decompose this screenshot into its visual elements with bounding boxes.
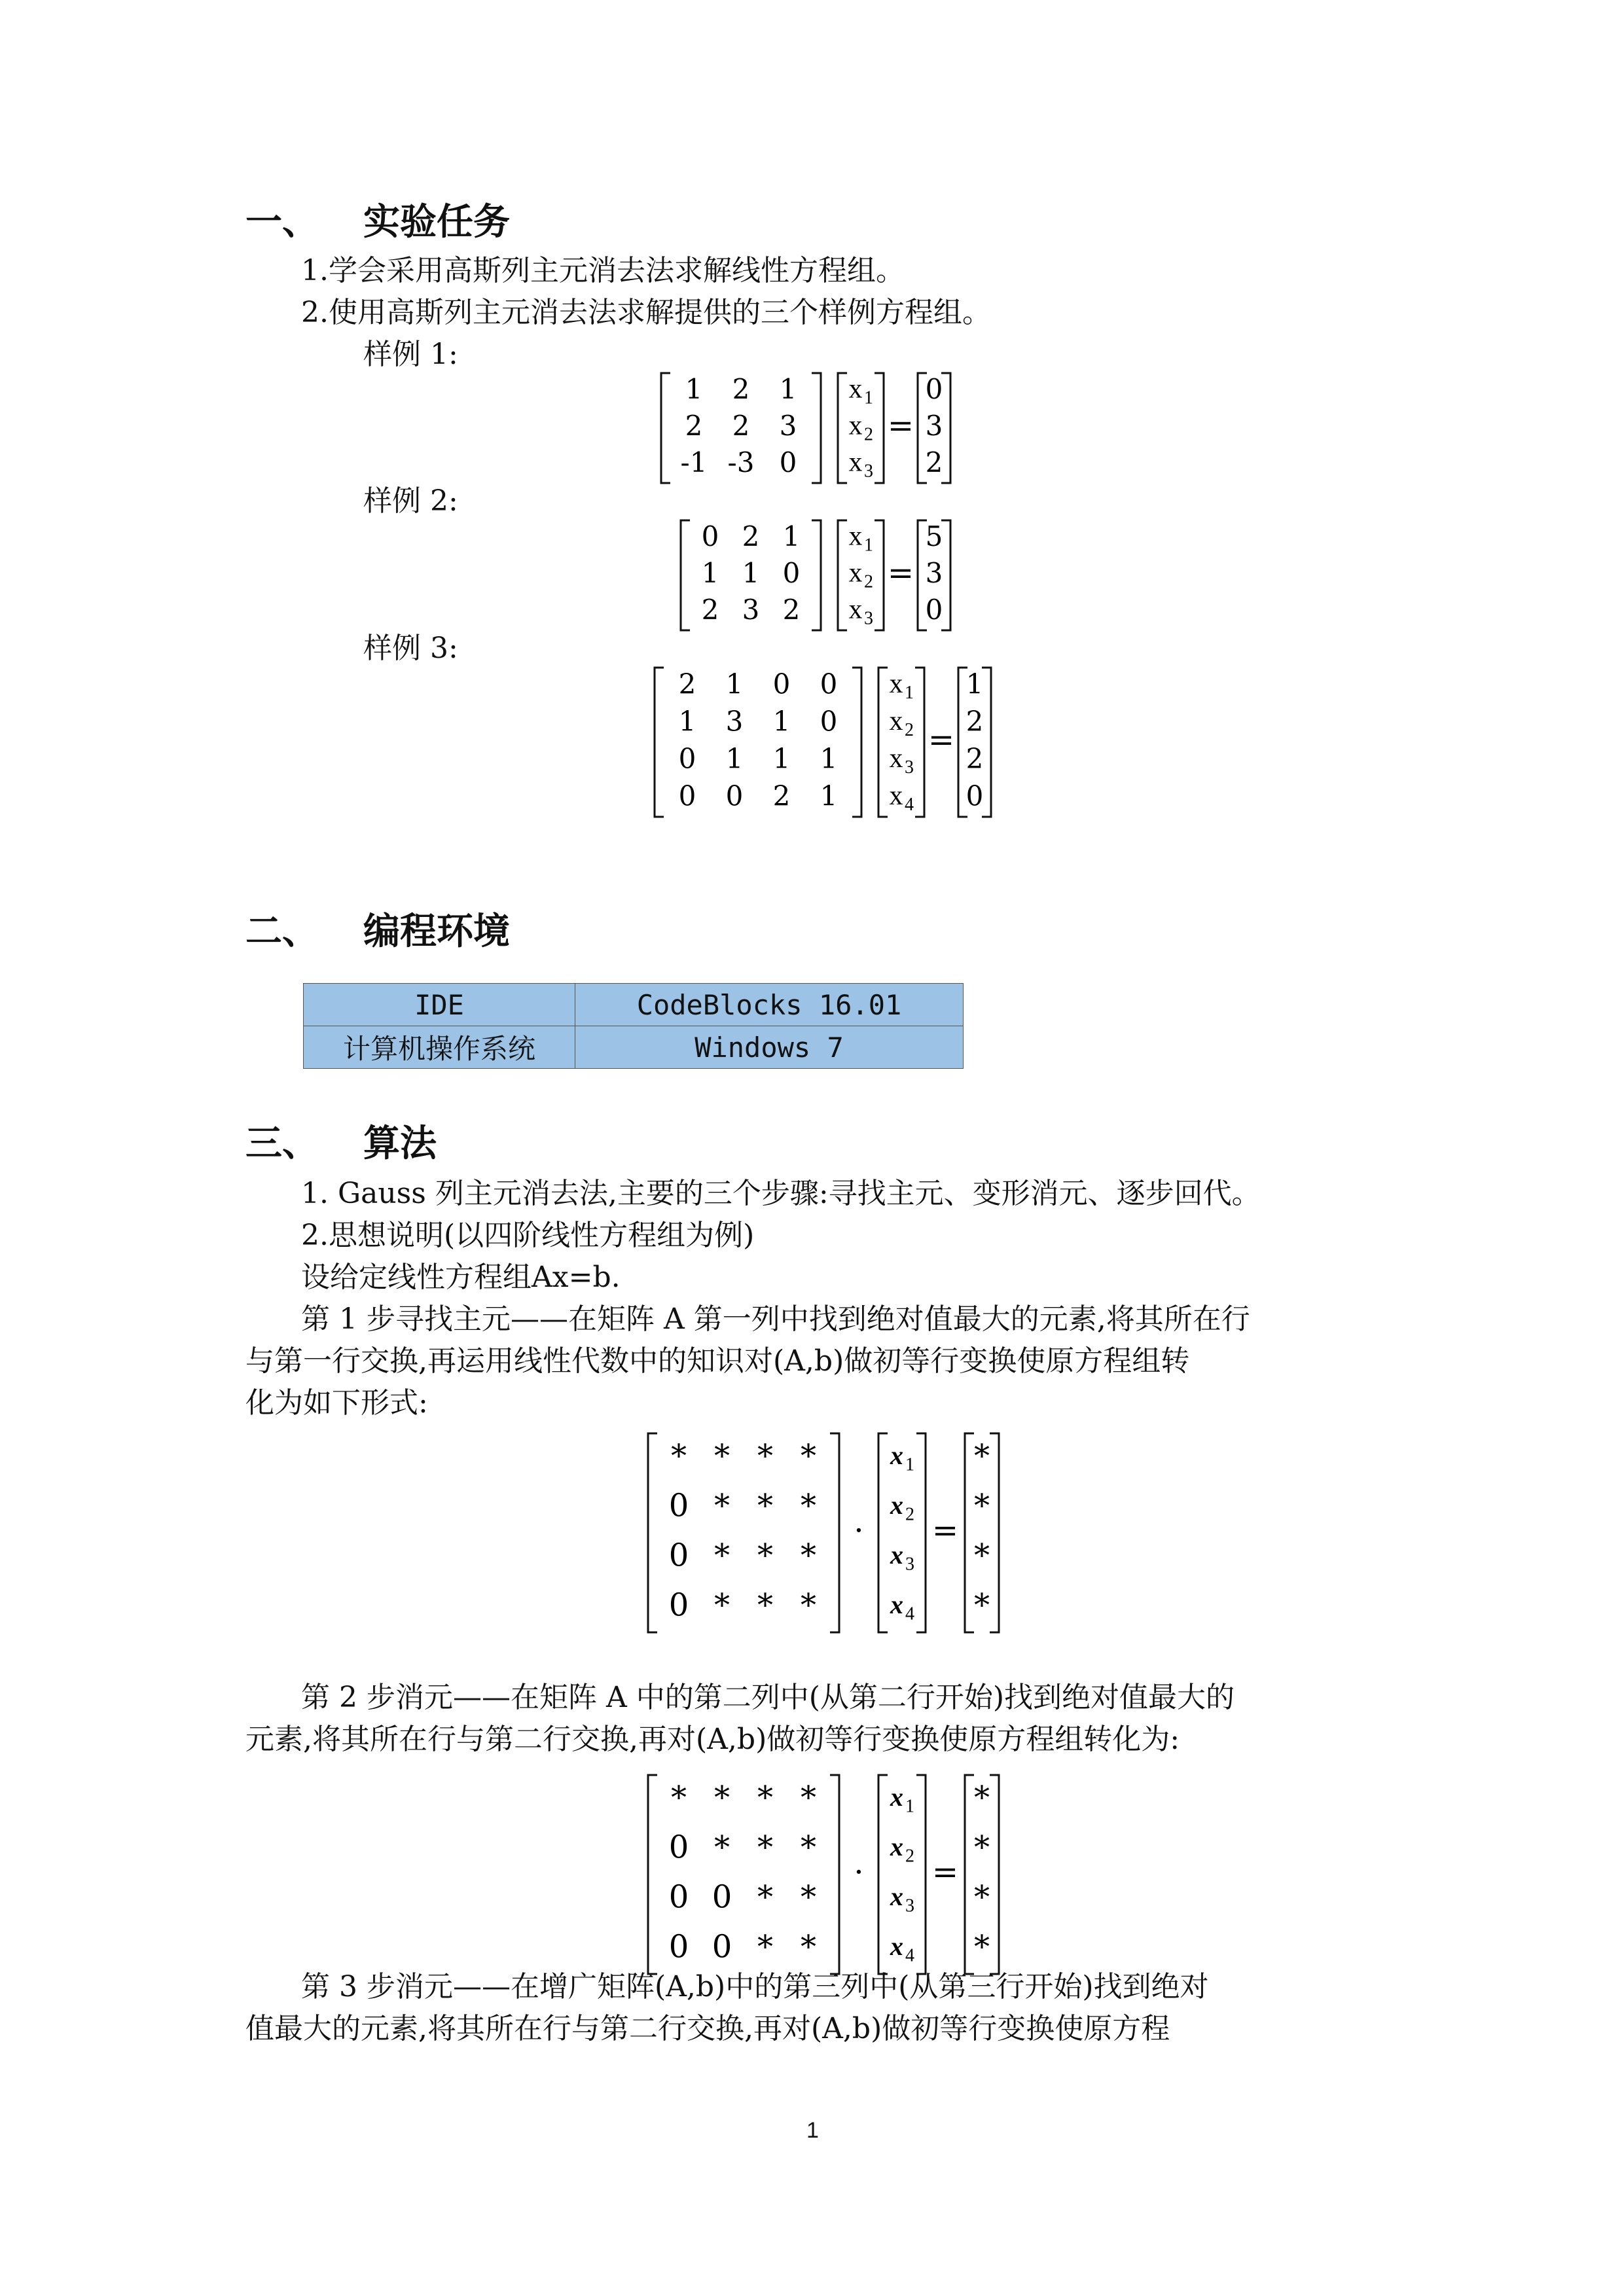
vector-entry: *	[974, 1779, 990, 1816]
matrix-cell: 0	[668, 1587, 689, 1624]
vector-entry: x	[848, 447, 863, 478]
matrix-cell: *	[801, 1928, 816, 1965]
vector-entry: x	[889, 781, 903, 812]
matrix-cell: 1	[772, 705, 791, 738]
step-1-text: 第 1 步寻找主元——在矩阵 A 第一列中找到绝对值最大的元素,将其所在行	[301, 1302, 1250, 1336]
environment-table	[303, 983, 964, 1069]
vector-entry: x	[848, 410, 863, 441]
vector-entry: x	[890, 1832, 903, 1862]
matrix-cell: 3	[742, 594, 760, 626]
vector-entry: x	[890, 1782, 903, 1812]
left-bracket	[648, 1775, 657, 1974]
section-title: 实验任务	[363, 201, 510, 243]
matrix-cell: 0	[701, 520, 719, 552]
vector-subscript: 1	[905, 682, 914, 703]
step-3-text: 值最大的元素,将其所在行与第二行交换,再对(A,b)做初等行变换使原方程	[245, 2012, 1170, 2045]
matrix-cell: *	[714, 1587, 730, 1624]
vector-entry: 0	[965, 780, 984, 812]
matrix-cell: 1	[820, 780, 838, 812]
matrix-cell: 0	[668, 1829, 689, 1866]
matrix-cell: *	[757, 1878, 773, 1916]
vector-entry: x	[848, 374, 863, 404]
matrix-cell: *	[714, 1829, 730, 1866]
left-bracket	[838, 520, 847, 630]
matrix-equation-svg	[648, 1775, 1001, 1977]
vector-subscript: 3	[905, 1895, 914, 1916]
matrix-cell: 0	[668, 1487, 689, 1524]
section-heading-1	[245, 203, 835, 242]
matrix-cell: 3	[779, 410, 797, 442]
vector-subscript: 2	[905, 719, 914, 740]
example-1-label: 样例 1:	[363, 338, 458, 371]
dot-operator: ·	[854, 1512, 864, 1549]
step-1-text: 与第一行交换,再运用线性代数中的知识对(A,b)做初等行变换使原方程组转	[245, 1344, 1190, 1378]
equals-sign: =	[931, 1854, 959, 1891]
matrix-cell: *	[714, 1779, 730, 1816]
left-bracket	[878, 1433, 888, 1632]
left-bracket	[681, 520, 690, 630]
matrix-cell: 1	[742, 557, 760, 589]
matrix-cell: 1	[678, 705, 696, 738]
equals-sign: =	[887, 554, 914, 592]
matrix-cell: 2	[732, 373, 750, 405]
matrix-cell: 2	[678, 668, 696, 700]
matrix-cell: *	[757, 1437, 773, 1475]
matrix-cell: *	[757, 1829, 773, 1866]
table-row	[304, 984, 964, 1026]
vector-entry: x	[848, 558, 863, 588]
vector-subscript: 1	[905, 1796, 914, 1817]
table-row	[304, 1026, 964, 1069]
matrix-cell: 2	[685, 410, 703, 442]
right-bracket	[812, 520, 821, 630]
matrix-cell: 0	[820, 705, 838, 738]
matrix-cell: *	[757, 1537, 773, 1574]
right-bracket	[915, 668, 924, 817]
vector-entry: x	[890, 1441, 903, 1471]
vector-subscript: 2	[864, 571, 873, 592]
left-bracket	[878, 1775, 888, 1974]
vector-entry: 0	[925, 373, 943, 405]
vector-subscript: 2	[905, 1846, 914, 1867]
vector-subscript: 1	[864, 535, 873, 556]
vector-entry: x	[889, 669, 903, 700]
vector-entry: x	[848, 594, 863, 625]
matrix-cell: 2	[701, 594, 719, 626]
vector-subscript: 2	[905, 1504, 914, 1525]
matrix-cell: *	[714, 1487, 730, 1524]
vector-entry: *	[974, 1928, 990, 1965]
right-bracket	[875, 373, 884, 483]
pattern-equation-1	[648, 1433, 1001, 1638]
matrix-cell: 1	[685, 373, 703, 405]
matrix-cell: 0	[820, 668, 838, 700]
vector-entry: *	[974, 1878, 990, 1916]
table-cell-value: Windows 7	[575, 1026, 964, 1069]
equals-sign: =	[887, 407, 914, 444]
example-3-label: 样例 3:	[363, 632, 458, 665]
right-bracket	[875, 520, 884, 630]
matrix-cell: 0	[725, 780, 744, 812]
equals-sign: =	[931, 1512, 959, 1549]
vector-subscript: 1	[905, 1454, 914, 1475]
matrix-cell: 2	[742, 520, 760, 552]
matrix-cell: 0	[678, 742, 696, 775]
matrix-cell: 0	[668, 1928, 689, 1965]
algorithm-line-2: 2.思想说明(以四阶线性方程组为例)	[301, 1219, 755, 1252]
vector-subscript: 3	[864, 461, 873, 482]
vector-entry: 3	[925, 410, 943, 442]
matrix-cell: 0	[779, 446, 797, 478]
table-cell-label: 计算机操作系统	[304, 1026, 575, 1069]
section-title: 编程环境	[363, 910, 510, 953]
matrix-equation-svg	[648, 1433, 1001, 1635]
vector-entry: *	[974, 1537, 990, 1574]
equals-sign: =	[928, 721, 955, 759]
matrix-cell: 0	[782, 557, 801, 589]
vector-entry: 5	[925, 520, 943, 552]
vector-entry: 3	[925, 557, 943, 589]
step-1-text: 化为如下形式:	[245, 1386, 428, 1420]
matrix-cell: *	[801, 1587, 816, 1624]
vector-subscript: 4	[905, 1945, 914, 1966]
matrix-equation-svg	[681, 520, 953, 633]
vector-entry: *	[974, 1587, 990, 1624]
example-2-equation	[681, 520, 953, 636]
left-bracket	[648, 1433, 657, 1632]
section-number: 二、	[245, 910, 319, 953]
left-bracket	[655, 668, 664, 817]
section-heading-2	[245, 912, 835, 952]
matrix-equation-svg	[661, 373, 953, 486]
pattern-equation-2	[648, 1775, 1001, 1979]
matrix-cell: 1	[820, 742, 838, 775]
vector-entry: *	[974, 1487, 990, 1524]
right-bracket	[830, 1433, 839, 1632]
matrix-cell: 1	[782, 520, 801, 552]
vector-entry: x	[890, 1882, 903, 1912]
right-bracket	[990, 1433, 999, 1632]
vector-subscript: 4	[905, 794, 914, 815]
vector-subscript: 3	[905, 1554, 914, 1575]
matrix-cell: *	[757, 1487, 773, 1524]
matrix-cell: *	[671, 1779, 687, 1816]
right-bracket	[916, 1433, 926, 1632]
left-bracket	[878, 668, 888, 817]
left-bracket	[965, 1775, 974, 1974]
section-number: 三、	[245, 1122, 319, 1165]
left-bracket	[661, 373, 670, 483]
matrix-cell: 1	[701, 557, 719, 589]
matrix-equation-svg	[655, 668, 994, 819]
vector-entry: x	[889, 706, 903, 737]
vector-entry: 2	[965, 705, 984, 738]
step-2-text: 元素,将其所在行与第二行交换,再对(A,b)做初等行变换使原方程组转化为:	[245, 1723, 1180, 1756]
matrix-cell: 0	[712, 1878, 732, 1916]
right-bracket	[830, 1775, 839, 1974]
vector-entry: x	[890, 1540, 903, 1570]
matrix-cell: *	[801, 1437, 816, 1475]
algorithm-line-1: 1. Gauss 列主元消去法,主要的三个步骤:寻找主元、变形消元、逐步回代。	[301, 1177, 1261, 1210]
vector-entry: x	[890, 1590, 903, 1620]
matrix-cell: *	[671, 1437, 687, 1475]
matrix-cell: *	[801, 1487, 816, 1524]
matrix-cell: 1	[772, 742, 791, 775]
right-bracket	[852, 668, 861, 817]
vector-entry: x	[848, 521, 863, 552]
vector-entry: 1	[965, 668, 984, 700]
matrix-cell: *	[714, 1437, 730, 1475]
matrix-cell: *	[801, 1537, 816, 1574]
vector-entry: 2	[965, 742, 984, 775]
left-bracket	[965, 1433, 974, 1632]
matrix-cell: *	[714, 1537, 730, 1574]
matrix-cell: 2	[772, 780, 791, 812]
right-bracket	[990, 1775, 999, 1974]
matrix-cell: 0	[668, 1537, 689, 1574]
vector-subscript: 4	[905, 1604, 914, 1624]
matrix-cell: 0	[668, 1878, 689, 1916]
right-bracket	[916, 1775, 926, 1974]
matrix-cell: 3	[725, 705, 744, 738]
table-cell-value: CodeBlocks 16.01	[575, 984, 964, 1026]
algorithm-line-3: 设给定线性方程组Ax=b.	[301, 1261, 621, 1294]
section-title: 算法	[363, 1122, 437, 1165]
matrix-cell: 1	[725, 742, 744, 775]
vector-entry: x	[890, 1490, 903, 1520]
vector-entry: *	[974, 1829, 990, 1866]
matrix-cell: 0	[712, 1928, 732, 1965]
matrix-cell: *	[757, 1928, 773, 1965]
example-2-label: 样例 2:	[363, 484, 458, 518]
example-3-equation	[655, 668, 994, 822]
matrix-cell: *	[801, 1878, 816, 1916]
task-item-2: 2.使用高斯列主元消去法求解提供的三个样例方程组。	[301, 296, 991, 329]
vector-entry: x	[889, 744, 903, 774]
example-1-equation	[661, 373, 953, 488]
matrix-cell: *	[757, 1587, 773, 1624]
matrix-cell: *	[801, 1829, 816, 1866]
matrix-cell: -1	[680, 446, 708, 478]
task-item-1: 1.学会采用高斯列主元消去法求解线性方程组。	[301, 254, 905, 287]
page-number: 1	[806, 2118, 819, 2143]
left-bracket	[838, 373, 847, 483]
matrix-cell: *	[757, 1779, 773, 1816]
matrix-cell: -3	[727, 446, 755, 478]
matrix-cell: 1	[725, 668, 744, 700]
right-bracket	[812, 373, 821, 483]
matrix-cell: 2	[732, 410, 750, 442]
step-2-text: 第 2 步消元——在矩阵 A 中的第二列中(从第二行开始)找到绝对值最大的	[301, 1681, 1235, 1714]
vector-subscript: 3	[864, 608, 873, 629]
vector-entry: *	[974, 1437, 990, 1475]
vector-entry: 2	[925, 446, 943, 478]
section-heading-3	[245, 1124, 835, 1164]
matrix-cell: 0	[772, 668, 791, 700]
vector-entry: 0	[925, 594, 943, 626]
table-cell-label: IDE	[304, 984, 575, 1026]
section-number: 一、	[245, 201, 319, 243]
matrix-cell: 0	[678, 780, 696, 812]
matrix-cell: 2	[782, 594, 801, 626]
step-3-text: 第 3 步消元——在增广矩阵(A,b)中的第三列中(从第三行开始)找到绝对	[301, 1970, 1209, 2003]
vector-entry: x	[890, 1931, 903, 1962]
vector-subscript: 3	[905, 757, 914, 778]
matrix-cell: 1	[779, 373, 797, 405]
vector-subscript: 1	[864, 387, 873, 408]
vector-subscript: 2	[864, 424, 873, 445]
matrix-cell: *	[801, 1779, 816, 1816]
dot-operator: ·	[854, 1854, 864, 1891]
